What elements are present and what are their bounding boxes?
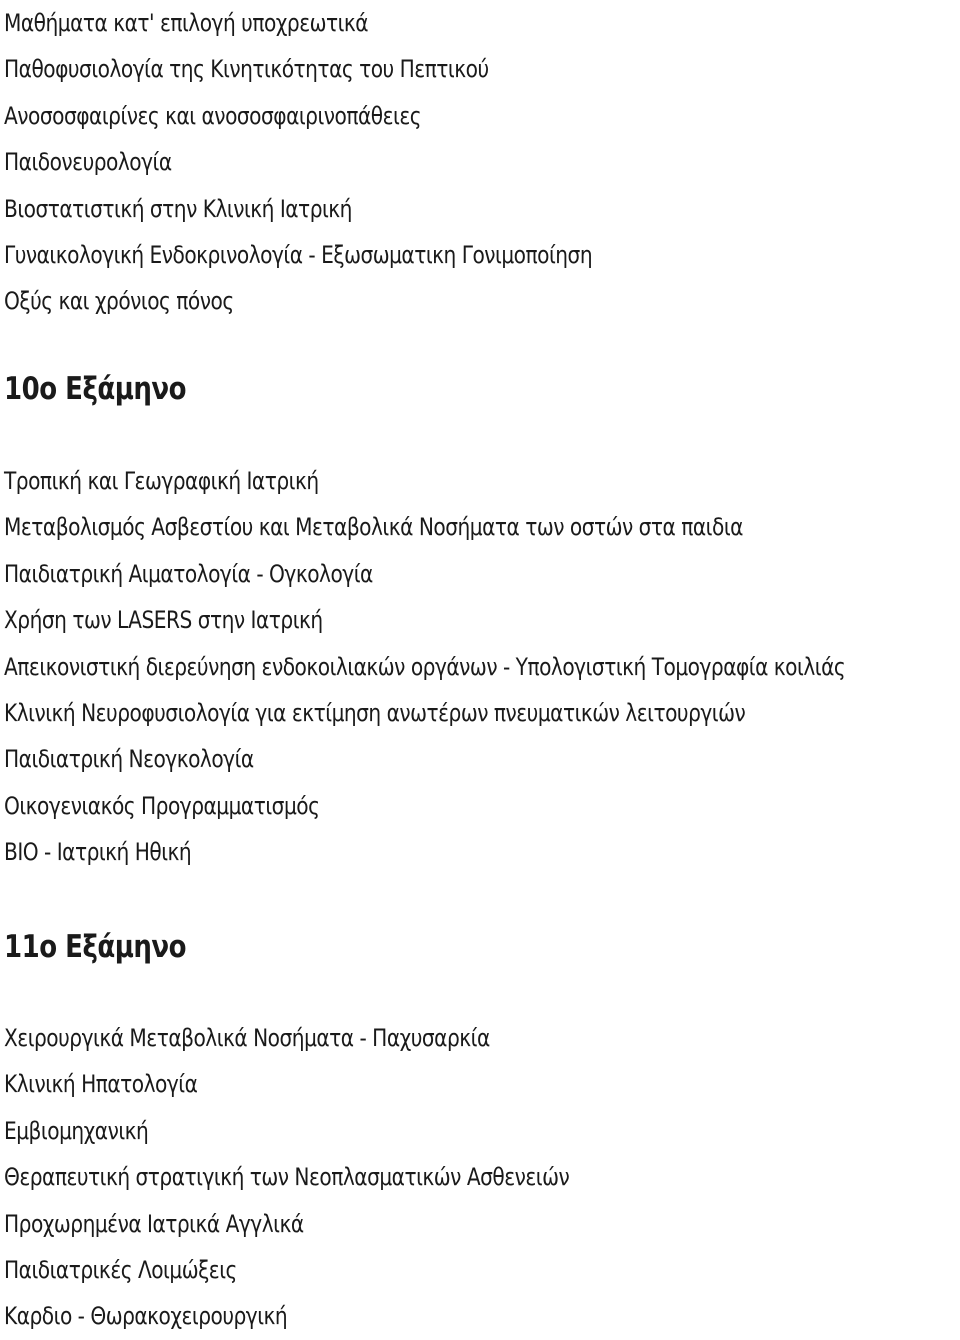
course-item: Χειρουργικά Μεταβολικά Νοσήματα - Παχυσαρκία — [4, 1024, 490, 1052]
course-item: Χρήση των LASERS στην Ιατρική — [4, 606, 323, 635]
course-item: Εμβιομηχανική — [4, 1116, 149, 1145]
course-item: Απεικονιστική διερεύνηση ενδοκοιλιακών οργάνων - Υπολογιστική Τομογραφία κοιλιάς — [4, 652, 846, 681]
course-item: Οικογενιακός Προγραμματισμός — [4, 791, 320, 820]
course-item: ΒΙΟ - Ιατρική Ηθική — [4, 838, 192, 867]
course-item: Θεραπευτική στρατιγική των Νεοπλασματικών Ασθενειών — [4, 1163, 570, 1192]
semester-11-course-list — [4, 1015, 677, 1340]
course-item: Καρδιο - Θωρακοχειρουργική — [4, 1302, 288, 1331]
course-item: Παιδιατρικές Λοιμώξεις — [4, 1255, 237, 1284]
course-item: Παιδιατρική Νεογκολογία — [4, 745, 254, 774]
course-item: Τροπική και Γεωγραφική Ιατρική — [4, 467, 319, 495]
semester-11-heading: 11ο Εξάμηνο — [4, 929, 187, 965]
course-item: Παθοφυσιολογία της Κινητικότητας του Πεπτικού — [4, 55, 489, 84]
elective-courses-section — [4, 0, 704, 325]
semester-10-course-list — [4, 458, 960, 876]
course-item: Παιδονευρολογία — [4, 148, 172, 177]
course-item: Παιδιατρική Αιματολογία - Ογκολογία — [4, 559, 373, 588]
semester-10-heading: 10ο Εξάμηνο — [4, 371, 187, 407]
elective-courses-header: Μαθήματα κατ' επιλογή υποχρεωτικά — [4, 9, 369, 37]
course-item: Ανοσοσφαιρίνες και ανοσοσφαιρινοπάθειες — [4, 101, 422, 130]
course-item: Βιοστατιστική στην Κλινική Ιατρική — [4, 194, 352, 223]
course-item: Γυναικολογική Ενδοκρινολογία - Εξωσωματικη Γονιμοποίηση — [4, 240, 593, 269]
course-item: Κλινική Ηπατολογία — [4, 1070, 198, 1099]
course-item: Μεταβολισμός Ασβεστίου και Μεταβολικά Νοσήματα των οστών στα παιδια — [4, 513, 743, 542]
course-item: Οξύς και χρόνιος πόνος — [4, 287, 234, 316]
course-item: Προχωρημένα Ιατρικά Αγγλικά — [4, 1209, 304, 1238]
course-item: Κλινική Νευροφυσιολογία για εκτίμηση ανωτέρων πνευματικών λειτουργιών — [4, 698, 746, 727]
